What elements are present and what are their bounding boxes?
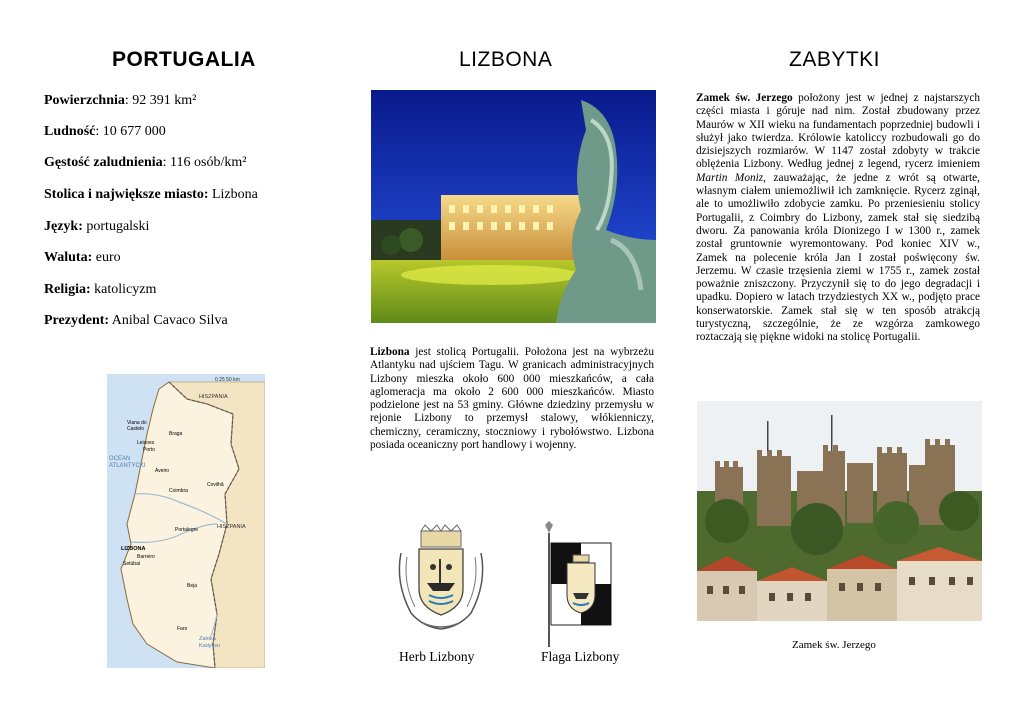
lizbona-description: Lizbona jest stolicą Portugalii. Położona jest na wybrzeżu Atlantyku nad ujściem Tagu. W granicach administracyjnych Lizbony mieszka około 600 000 mieszkańców, a cała aglomeracja ma około 2 600 000 mieszkańców. Miasto podzielone jest na 53 gminy. Główne dziedziny przemysłu w rejonie Lizbony to przemysł stalowy, włókienniczy, chemiczny, ceramiczny, stoczniowy i rybołówstwo. Lizbona posiada oceaniczny port handlowy i wojenny.	[370, 346, 654, 452]
fact-population: Ludność: 10 677 000	[44, 124, 166, 139]
castle-photo	[697, 401, 982, 621]
portugalia-heading: PORTUGALIA	[112, 48, 256, 71]
zabytki-description: Zamek św. Jerzego położony jest w jednej z najstarszych części miasta i góruje nad nim. Został zbudowany przez Maurów w XII wieku na fundamentach poprzedniej budowli i służył jako twierdza. Królowie katoliccy rozbudowali go do dzisiejszych rozmiarów. W 1147 został zdobyty w trakcie oblężenia Lizbony. Według jednej z legend, rycerz imieniem Martin Moniz, zauważając, że jedne z wrót są otwarte, własnym ciałem uniemożliwił ich zamknięcie. Rycerz zginął, ale to umożliwiło zdobycie zamku. Po przeniesieniu stolicy Portugalii, z Coimbry do Lizbony, zamek stał się siedzibą dworu. Za panowania króla Dionizego I w 1300 r., zamek został gruntownie wyremontowany. Pod koniec XIV w., Zamek na polecenie króla Jan I został poświęcony św. Jerzemu. W czasie trzęsienia ziemi w 1755 r., zamek został poważnie zniszczony. Przyczynił się to do jego degradacji i upadku. Dopiero w latach trzydziestych XX w., podjęto prace konserwatorskie. Zamek stał się w ten sposób atrakcją turystyczną, szczególnie, że ze wzgórza zamkowego roztaczają się piękne widoki na stolicę Portugalii.	[696, 92, 980, 344]
map-city-braga: Braga	[169, 431, 183, 437]
map-city-coimbra: Coimbra	[169, 488, 188, 494]
fact-area: Powierzchnia: 92 391 km²	[44, 93, 197, 108]
fact-language: Język: portugalski	[44, 219, 150, 234]
map-city-beja: Beja	[187, 583, 198, 589]
castle-caption: Zamek św. Jerzego	[792, 639, 876, 651]
map-spain-south: HISZPANIA	[217, 524, 246, 530]
map-bay-label: Zatoka Kadyksu	[199, 636, 221, 649]
fact-currency: Waluta: euro	[44, 250, 121, 265]
fact-president: Prezydent: Anibal Cavaco Silva	[44, 313, 228, 328]
portugal-map	[107, 374, 265, 668]
lisbon-flag	[537, 521, 615, 649]
zabytki-heading: ZABYTKI	[789, 48, 881, 71]
map-spain-north: HISZPANIA	[199, 394, 228, 400]
map-city-covilha: Covilhã	[207, 482, 224, 488]
flag-caption: Flaga Lizbony	[541, 649, 620, 664]
lisbon-square-photo	[371, 90, 656, 323]
fact-religion: Religia: katolicyzm	[44, 282, 157, 297]
herb-caption: Herb Lizbony	[399, 649, 475, 664]
map-city-aveiro: Aveiro	[155, 468, 170, 474]
map-city-portalegre: Portalegre	[175, 527, 199, 533]
fact-capital: Stolica i największe miasto: Lizbona	[44, 187, 258, 202]
lizbona-heading: LIZBONA	[459, 48, 553, 71]
map-city-setubal: Setúbal	[123, 561, 140, 567]
map-city-porto: Porto	[143, 447, 155, 453]
map-city-barreiro: Barreiro	[137, 554, 155, 560]
map-city-lizbona: LIZBONA	[121, 546, 146, 552]
map-scale: 0 25 50 km	[215, 377, 240, 383]
map-city-leixoes: Leixoes	[137, 440, 155, 446]
fact-density: Gęstość zaludnienia: 116 osób/km²	[44, 155, 247, 170]
map-ocean-label: OCEAN ATLANTYCKI	[109, 456, 146, 469]
map-city-viana: Viana do Castelo	[127, 420, 147, 432]
map-city-faro: Faro	[177, 626, 188, 632]
lisbon-coat-of-arms	[393, 523, 489, 635]
